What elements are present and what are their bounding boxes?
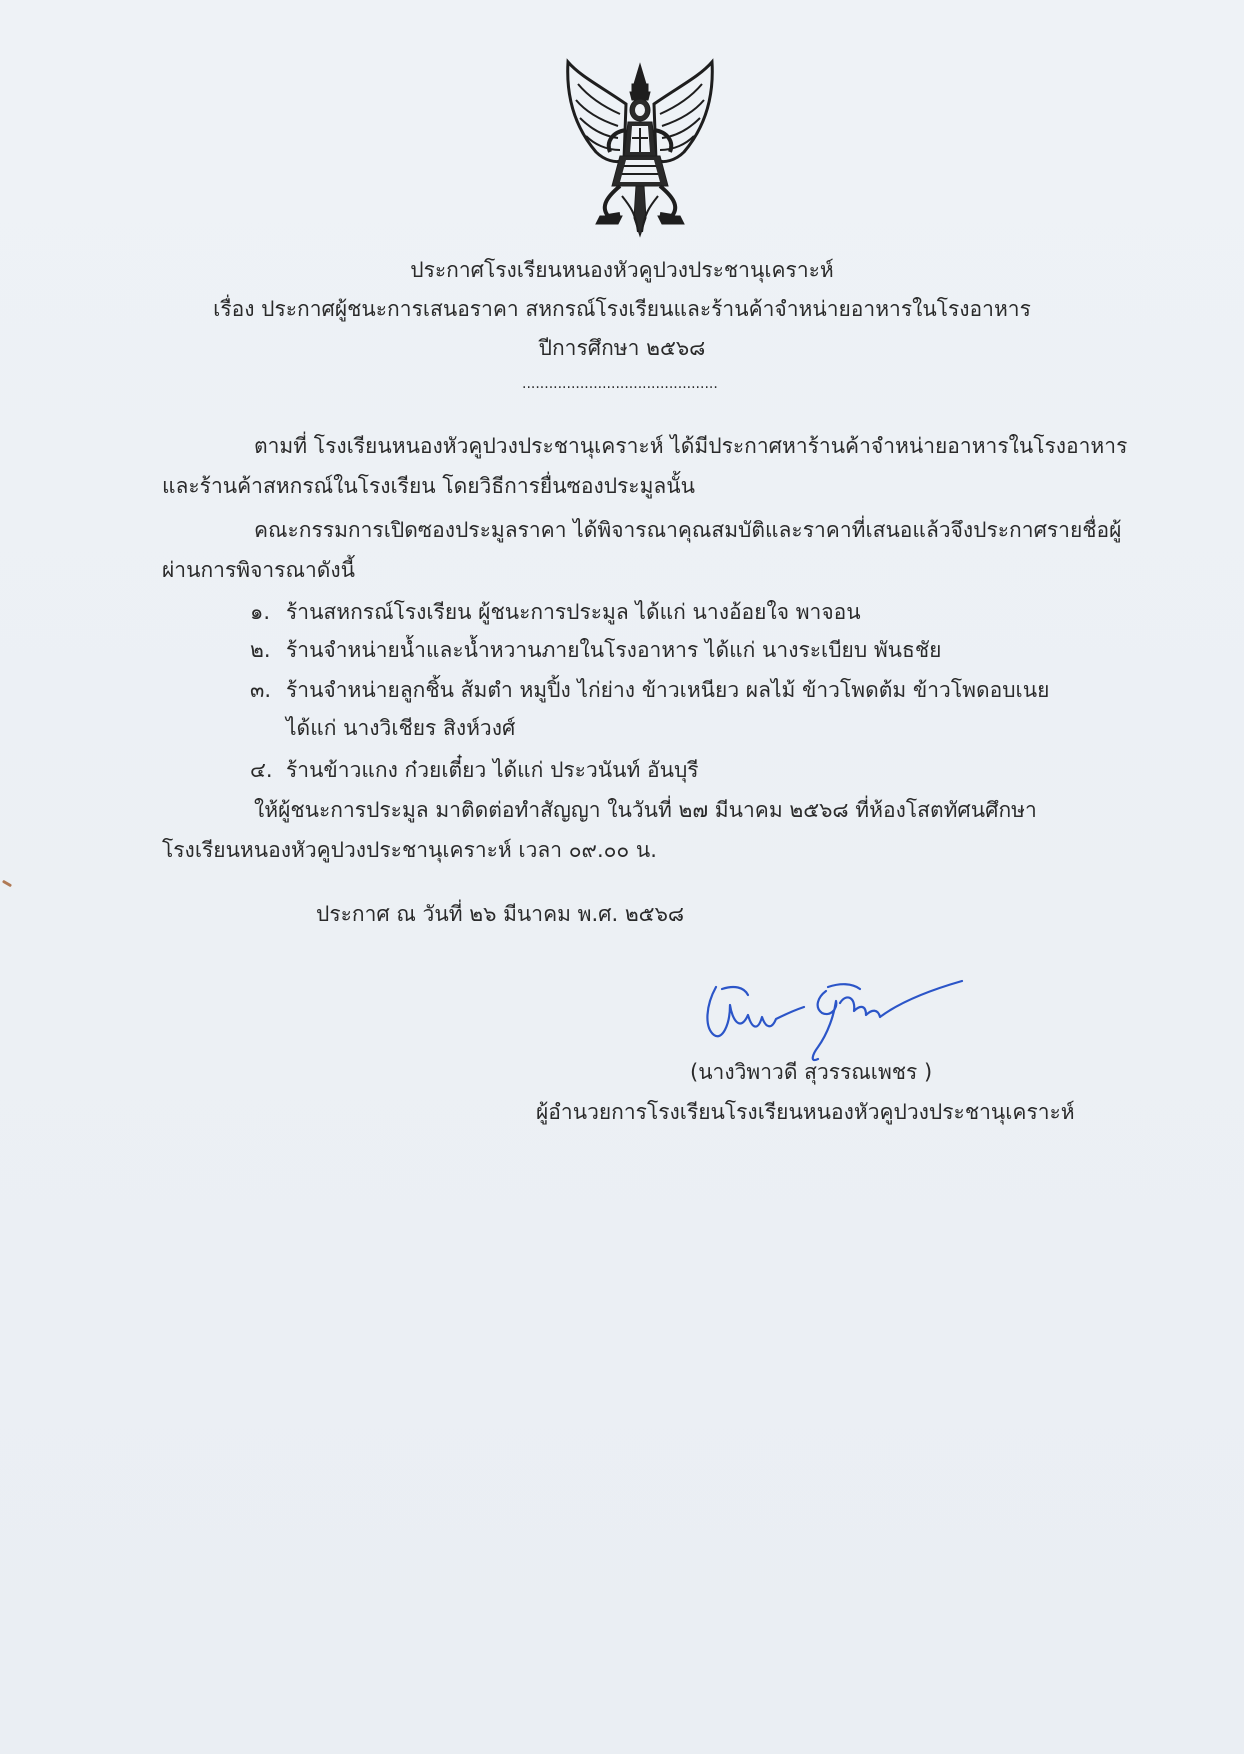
list-item-number: ๔.: [250, 758, 273, 782]
paragraph-3-line-2: โรงเรียนหนองหัวคูปวงประชานุเคราะห์ เวลา ๐๙.๐๐ น.: [162, 838, 657, 862]
paragraph-2-line-2: ผ่านการพิจารณาดังนี้: [162, 558, 355, 582]
paragraph-1-line-1: ตามที่ โรงเรียนหนองหัวคูปวงประชานุเคราะห์ ได้มีประกาศหาร้านค้าจำหน่ายอาหารในโรงอาหาร: [254, 434, 1128, 458]
signatory-position: ผู้อำนวยการโรงเรียนโรงเรียนหนองหัวคูปวงประชานุเคราะห์: [536, 1100, 1075, 1124]
list-item-2: [250, 636, 941, 664]
signatory-name: (นางวิพาวดี สุวรรณเพชร ): [690, 1060, 933, 1084]
list-item-text: ร้านจำหน่ายน้ำและน้ำหวานภายในโรงอาหาร ได้แก่ นางระเบียบ พันธชัย: [286, 638, 942, 662]
paragraph-1-line-2: และร้านค้าสหกรณ์ในโรงเรียน โดยวิธีการยื่นซองประมูลนั้น: [162, 474, 696, 498]
list-item-number: ๑.: [250, 600, 271, 624]
paper-speck: [2, 880, 12, 888]
list-item-number: ๒.: [250, 638, 271, 662]
academic-year: ปีการศึกษา ๒๕๖๘: [538, 336, 706, 360]
list-item-3-continuation: ได้แก่ นางวิเชียร สิงห์วงศ์: [286, 716, 516, 740]
separator-dots: ............................................: [522, 376, 718, 392]
announcement-subject: เรื่อง ประกาศผู้ชนะการเสนอราคา สหกรณ์โรงเรียนและร้านค้าจำหน่ายอาหารในโรงอาหาร: [213, 297, 1031, 321]
list-item-3: [250, 676, 1049, 704]
paragraph-3-line-1: ให้ผู้ชนะการประมูล มาติดต่อทำสัญญา ในวันที่ ๒๗ มีนาคม ๒๕๖๘ ที่ห้องโสตทัศนศึกษา: [254, 798, 1037, 822]
garuda-emblem-icon: [560, 56, 720, 246]
list-item-text: ร้านจำหน่ายลูกชิ้น ส้มตำ หมูปิ้ง ไก่ย่าง ข้าวเหนียว ผลไม้ ข้าวโพดต้ม ข้าวโพดอบเนย: [286, 678, 1050, 702]
announce-date: ประกาศ ณ วันที่ ๒๖ มีนาคม พ.ศ. ๒๕๖๘: [316, 902, 685, 926]
list-item-number: ๓.: [250, 678, 272, 702]
list-item-1: [250, 598, 861, 626]
list-item-text: ร้านข้าวแกง ก๋วยเตี๋ยว ได้แก่ ประวนันท์ อันบุรี: [286, 758, 699, 782]
list-item-4: [250, 756, 699, 784]
paragraph-2-line-1: คณะกรรมการเปิดซองประมูลราคา ได้พิจารณาคุณสมบัติและราคาที่เสนอแล้วจึงประกาศรายชื่อผู้: [254, 518, 1122, 542]
list-item-text: ร้านสหกรณ์โรงเรียน ผู้ชนะการประมูล ได้แก่ นางอ้อยใจ พาจอน: [286, 600, 861, 624]
announcement-title: ประกาศโรงเรียนหนองหัวคูปวงประชานุเคราะห์: [410, 258, 834, 282]
